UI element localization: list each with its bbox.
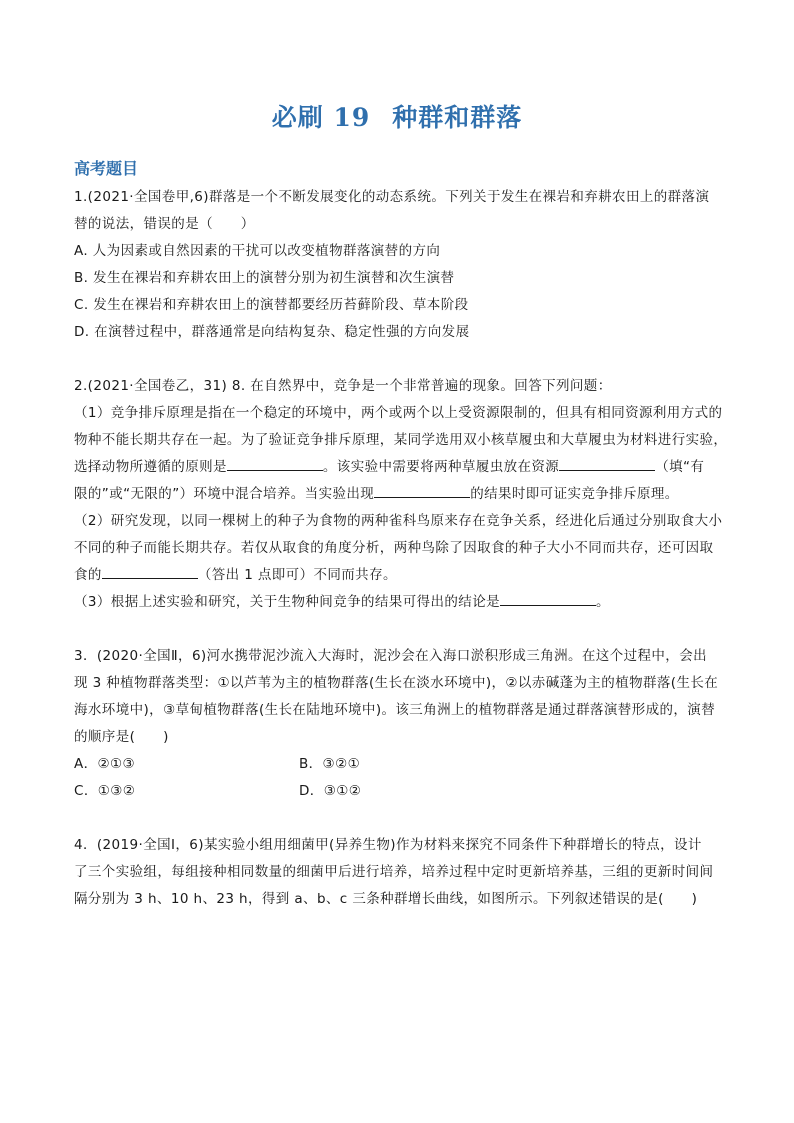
spacer <box>74 805 722 832</box>
option-row <box>74 778 722 805</box>
answer-blank[interactable] <box>102 563 198 579</box>
question-stem: 海水环境中)，③草甸植物群落(生长在陆地环境中)。该三角洲上的植物群落是通过群落演替形成的，演替 <box>74 702 716 718</box>
question-1 <box>74 184 722 346</box>
sub-question-1-text <box>74 481 722 508</box>
sub-question-2-text <box>74 562 722 589</box>
question-stem: 现 3 种植物群落类型：①以芦苇为主的植物群落(生长在淡水环境中)，②以赤碱蓬为主的植物群落(生长在 <box>74 675 719 691</box>
text-segment: 选择动物所遵循的原则是 <box>74 459 227 475</box>
text-segment: 限的”或“无限的”）环境中混合培养。当实验出现 <box>74 486 375 502</box>
option-c: C．①③② <box>74 783 136 799</box>
option-a: A. 人为因素或自然因素的干扰可以改变植物群落演替的方向 <box>74 243 441 259</box>
title-main: 种群和群落 <box>392 103 523 132</box>
text-segment: （答出 1 点即可）不同而共存。 <box>197 567 397 583</box>
question-stem: 隔分别为 3 h、10 h、23 h，得到 a、b、c 三条种群增长曲线，如图所示。下列叙述错误的是( ) <box>74 891 698 907</box>
text-segment: 的结果时即可证实竞争排斥原理。 <box>470 486 679 502</box>
spacer <box>74 616 722 643</box>
option-b: B. 发生在裸岩和弃耕农田上的演替分别为初生演替和次生演替 <box>74 270 455 286</box>
answer-blank[interactable] <box>559 455 655 471</box>
answer-blank[interactable] <box>374 482 470 498</box>
sub-question-1-text: 物种不能长期共存在一起。为了验证竞争排斥原理，某同学选用双小核草履虫和大草履虫为材料进行实验， <box>74 432 728 448</box>
option-d: D．③①② <box>299 783 362 799</box>
question-stem: 的顺序是( ) <box>74 729 169 745</box>
text-segment: 食的 <box>74 567 102 583</box>
question-4 <box>74 832 722 913</box>
option-c: C. 发生在裸岩和弃耕农田上的演替都要经历苔藓阶段、草本阶段 <box>74 297 469 313</box>
answer-blank[interactable] <box>227 455 323 471</box>
question-stem: 替的说法，错误的是（ ） <box>74 216 255 232</box>
option-d: D. 在演替过程中，群落通常是向结构复杂、稳定性强的方向发展 <box>74 324 470 340</box>
question-3 <box>74 643 722 805</box>
text-segment: 。 <box>596 594 610 610</box>
question-stem: 1.(2021·全国卷甲,6)群落是一个不断发展变化的动态系统。下列关于发生在裸岩和弃耕农田上的群落演 <box>74 189 710 205</box>
question-stem: 2.(2021·全国卷乙，31) 8. 在自然界中，竞争是一个非常普遍的现象。回答下列问题： <box>74 378 612 394</box>
page-title <box>0 98 794 134</box>
title-prefix: 必刷 19 <box>271 103 371 132</box>
answer-blank[interactable] <box>500 590 596 606</box>
question-list <box>74 184 728 913</box>
section-heading: 高考题目 <box>74 159 139 178</box>
question-stem: 3．(2020·全国Ⅱ，6)河水携带泥沙流入大海时，泥沙会在入海口淤积形成三角洲。在这个过程中，会出 <box>74 648 708 664</box>
option-row <box>74 751 722 778</box>
sub-question-1-text <box>74 454 722 481</box>
question-2 <box>74 373 728 616</box>
sub-question-3 <box>74 589 722 616</box>
sub-question-1: （1）竞争排斥原理是指在一个稳定的环境中，两个或两个以上受资源限制的，但具有相同资源利用方式的 <box>74 405 723 421</box>
option-a: A．②①③ <box>74 756 136 772</box>
text-segment: （3）根据上述实验和研究，关于生物种间竞争的结果可得出的结论是 <box>74 594 500 610</box>
option-b: B．③②① <box>299 756 361 772</box>
question-stem: 了三个实验组，每组接种相同数量的细菌甲后进行培养，培养过程中定时更新培养基，三组的更新时间间 <box>74 864 714 880</box>
text-segment: （填“有 <box>655 459 705 475</box>
sub-question-2: （2）研究发现，以同一棵树上的种子为食物的两种雀科鸟原来存在竞争关系，经进化后通过分别取食大小 <box>74 513 723 529</box>
spacer <box>74 346 722 373</box>
sub-question-2-text: 不同的种子而能长期共存。若仅从取食的角度分析，两种鸟除了因取食的种子大小不同而共存，还可因取 <box>74 540 714 556</box>
question-stem: 4．(2019·全国Ⅰ，6)某实验小组用细菌甲(异养生物)作为材料来探究不同条件下种群增长的特点，设计 <box>74 837 702 853</box>
text-segment: 。该实验中需要将两种草履虫放在资源 <box>322 459 560 475</box>
